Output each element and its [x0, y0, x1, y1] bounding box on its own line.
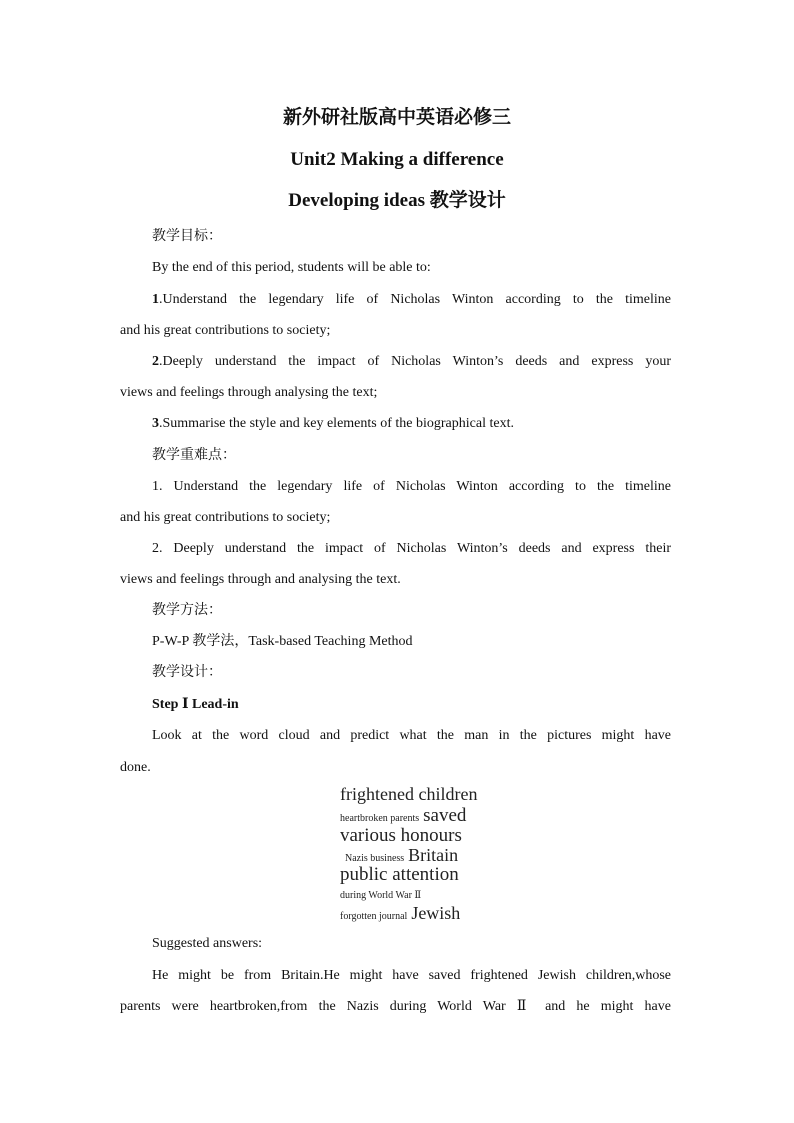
- word-cloud-heartbroken-parents: heartbroken parents: [340, 813, 420, 824]
- objective-2-number: 2: [152, 354, 159, 369]
- unit-title: Unit2 Making a difference: [290, 149, 504, 170]
- objective-2-line1: [152, 352, 671, 372]
- word-cloud-public-attention: public attention: [340, 864, 459, 885]
- difficulty-1-line1: 1. Understand the legendary life of Nicholas Winton according to the timeline: [152, 479, 671, 494]
- objectives-heading: 教学目标：: [152, 229, 222, 244]
- task-line-1: Look at the word cloud and predict what the man in the pictures might have: [152, 728, 671, 743]
- difficulty-2-line1: 2. Deeply understand the impact of Nicholas Winton’s deeds and express their: [152, 541, 671, 556]
- objective-1-line2: and his great contributions to society;: [120, 323, 331, 338]
- methods-heading: 教学方法：: [152, 603, 222, 618]
- difficulty-2-line2: views and feelings through and analysing the text.: [120, 572, 401, 587]
- objective-1-number: 1: [152, 292, 159, 307]
- difficulty-1-line2: and his great contributions to society;: [120, 510, 331, 525]
- word-cloud-forgotten-journal: forgotten journal: [340, 911, 408, 922]
- word-cloud-during-world-war: during World War Ⅱ: [340, 890, 422, 901]
- word-cloud-various-honours: various honours: [340, 825, 462, 846]
- objective-3-text: .Summarise the style and key elements of the biographical text.: [159, 416, 514, 431]
- difficulties-heading: 教学重难点：: [152, 448, 236, 463]
- word-cloud-frightened-children: frightened children: [340, 784, 478, 804]
- objectives-intro: By the end of this period, students will be able to:: [152, 260, 431, 275]
- word-cloud-row-7: [340, 903, 460, 924]
- task-line-2: done.: [120, 760, 151, 775]
- doc-title: 新外研社版高中英语必修三: [282, 107, 511, 128]
- answers-heading: Suggested answers:: [152, 936, 263, 951]
- word-cloud-row-4: [345, 845, 458, 866]
- word-cloud-saved: saved: [423, 805, 467, 826]
- word-cloud-row-2: [340, 805, 466, 827]
- objective-2-line2: views and feelings through analysing the text;: [120, 385, 378, 400]
- objective-3-line1: [152, 414, 671, 434]
- step-1-heading: Step Ⅰ Lead-in: [152, 697, 239, 712]
- lesson-title: Developing ideas 教学设计: [288, 190, 506, 211]
- answer-line-2: parents were heartbroken,from the Nazis during World War Ⅱ and he might have: [120, 999, 671, 1014]
- objective-2-text: .Deeply understand the impact of Nicholas Winton’s deeds and express your: [159, 354, 671, 369]
- methods-text: P-W-P 教学法，Task-based Teaching Method: [152, 634, 413, 649]
- objective-1-line1: [152, 290, 671, 310]
- word-cloud-jewish: Jewish: [411, 903, 461, 923]
- word-cloud-nazis-business: Nazis business: [345, 853, 405, 864]
- word-cloud-britain: Britain: [408, 845, 459, 865]
- answer-line-1: He might be from Britain.He might have saved frightened Jewish children,whose: [152, 968, 671, 983]
- objective-1-text: .Understand the legendary life of Nicholas Winton according to the timeline: [159, 292, 671, 307]
- objective-3-number: 3: [152, 416, 159, 431]
- design-heading: 教学设计：: [152, 665, 222, 680]
